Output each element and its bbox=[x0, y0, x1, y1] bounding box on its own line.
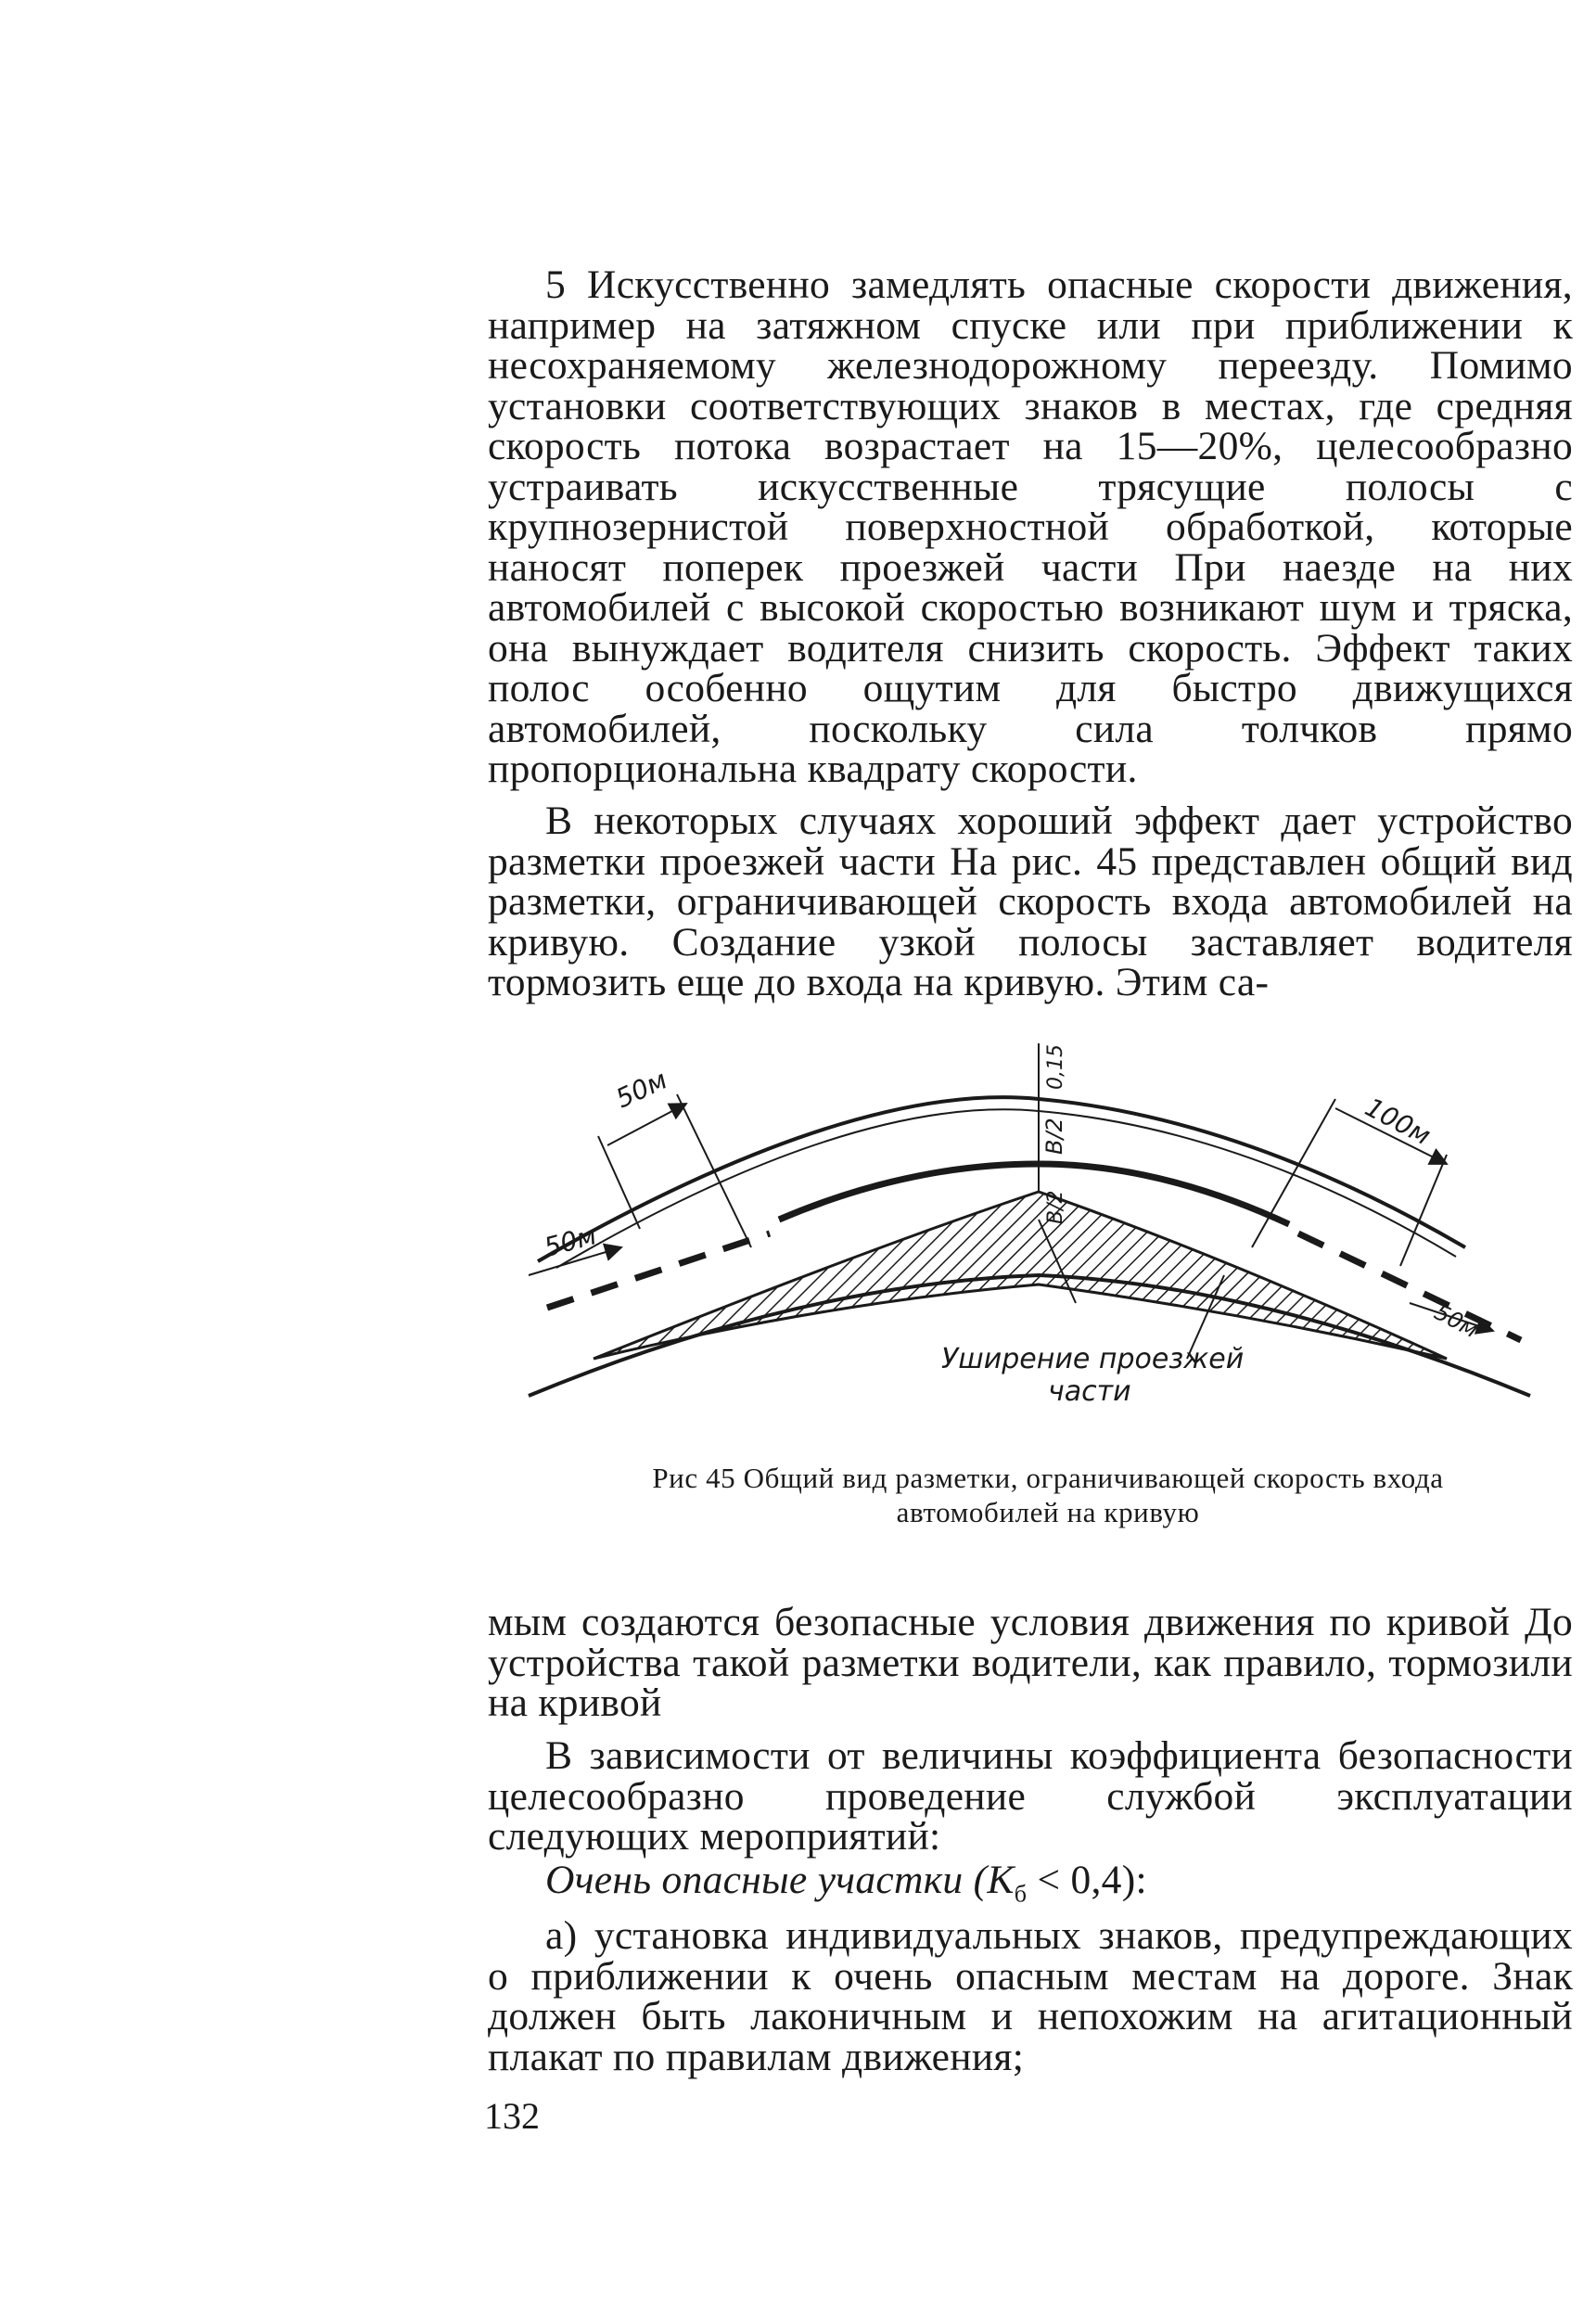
heading-formula: $(K_б < 0,4)$: bbox=[973, 1858, 1147, 1908]
dim-50m-top-tick-b bbox=[677, 1094, 751, 1247]
label-50m-left: 50м bbox=[541, 1220, 600, 1263]
label-100m: 100м bbox=[1360, 1092, 1436, 1152]
label-50m-top: 50м bbox=[611, 1064, 672, 1115]
heading-very-dangerous-sections bbox=[488, 1860, 1573, 1914]
figure-45-marking-diagram bbox=[519, 1025, 1539, 1461]
label-widening-line1: Уширение проезжей bbox=[941, 1343, 1245, 1375]
label-0-15: 0,15 bbox=[1044, 1044, 1067, 1090]
label-50m-right: 50м bbox=[1430, 1298, 1483, 1344]
heading-text: Очень опасные участки bbox=[545, 1858, 964, 1902]
paragraph-item-a: а) установка индивидуальных знаков, предупреждающих о приближении к очень опасным местам на дороге. Знак должен быть лаконичным и непохожим на агитационный плакат по правилам движения; bbox=[488, 1913, 1573, 2079]
label-widening-line2: части bbox=[1048, 1375, 1131, 1408]
dim-50m-top bbox=[607, 1104, 686, 1145]
paragraph-artificial-slowdown: 5 Искусственно замедлять опасные скорости движения, например на затяжном спуске или при приближении к несохраняемому железнодорожному переезду. Помимо установки соответствующих знаков в местах, где средняя скорость потока возрастает на 15—20%, целесообразно устраивать искусственные трясущие полосы с крупнозернистой поверхностной обработкой, которые наносят поперек проезжей части При наезде на них автомобилей с высокой скоростью возникают шум и тряска, она вынуждает водителя снизить скорость. Эффект таких полос особенно ощутим для быстро движущихся автомобилей, поскольку сила толчков прямо пропорциональна квадрату скорости. bbox=[488, 262, 1573, 791]
figure-caption-line2: автомобилей на кривую bbox=[896, 1496, 1200, 1528]
label-b2-lower: B/2 bbox=[1044, 1190, 1067, 1224]
paragraph-continuation: мым создаются безопасные условия движения по кривой До устройства такой разметки водители, как правило, тормозили на кривой bbox=[488, 1600, 1573, 1725]
label-b2-upper: B/2 bbox=[1041, 1118, 1067, 1155]
dim-100m-tick-b bbox=[1400, 1155, 1447, 1266]
paragraph-safety-coefficient: В зависимости от величины коэффициента безопасности целесообразно проведение службой эксплуатации следующих мероприятий: bbox=[488, 1733, 1573, 1859]
page-number: 132 bbox=[484, 2095, 540, 2137]
paragraph-road-marking: В некоторых случаях хороший эффект дает устройство разметки проезжей части На рис. 45 представлен общий вид разметки, ограничивающей скорость входа автомобилей на кривую. Создание узкой полосы заставляет водителя тормозить еще до входа на кривую. Этим са- bbox=[488, 799, 1573, 1004]
figure-caption-line1: Рис 45 Общий вид разметки, ограничивающей скорость входа bbox=[652, 1462, 1444, 1494]
